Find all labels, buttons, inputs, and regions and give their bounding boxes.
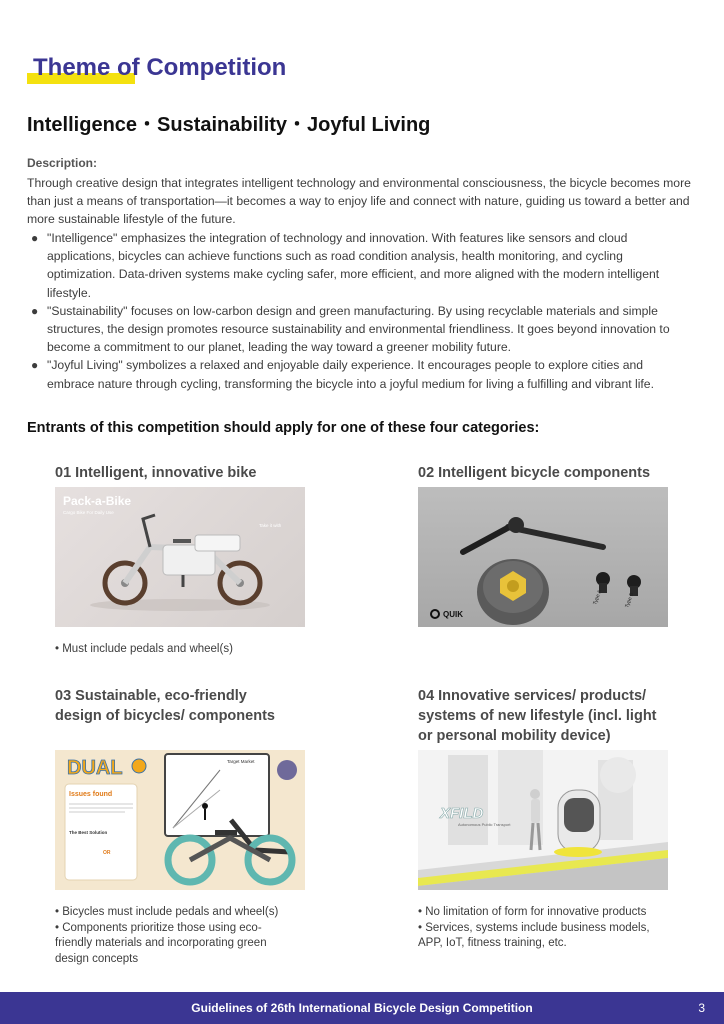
page-footer — [0, 992, 724, 1024]
quik-logo-icon — [431, 610, 439, 618]
category-note-line: • Services, systems include business models, — [418, 921, 650, 934]
mobility-scene-illustration — [418, 750, 668, 890]
bullet-dot-icon: ● — [31, 358, 39, 373]
image-bike-tagline: Cargo Bike For Daily Use — [63, 510, 114, 515]
description-label: Description: — [27, 156, 98, 170]
bullet-text: "Sustainability" focuses on low-carbon design and green manufacturing. By using recyclable materials and simple structures, the design promotes resource sustainability and environmental friendliness. It goes beyond innovation to become a commitment to our planet, leading the way toward a greener mobility future. — [47, 303, 670, 355]
category-03-image — [55, 750, 305, 890]
category-title-line: systems of new lifestyle (incl. light — [418, 708, 657, 724]
theme-bullet-list — [27, 229, 692, 393]
category-note-line: • Must include pedals and wheel(s) — [55, 643, 233, 655]
category-01-image — [55, 487, 305, 627]
eco-bike-poster-illustration — [55, 750, 305, 890]
image-solution-heading: The Best Solution — [69, 830, 108, 835]
image-bike-name: Pack-a-Bike — [63, 494, 132, 508]
category-02-title — [418, 463, 650, 483]
image-issues-heading: Issues found — [69, 791, 113, 798]
bullet-text: "Joyful Living" symbolizes a relaxed and enjoyable daily experience. It encourages people to explore cities and embrace nature through cycling, transforming the bicycle into a joyful medium for living a fulfilling and vibrant life. — [47, 358, 654, 391]
bullet-text: "Intelligence" emphasizes the integration of technology and innovation. With features like sensors and cloud applications, bicycles can achieve functions such as road condition analysis, health monitoring, and cycling optimization. Data-driven systems make cycling safer, more efficient, and more aligned with the modern intelligent lifestyle. — [47, 231, 660, 300]
page-number: 3 — [698, 1001, 705, 1015]
image-type-a-label: Type A — [592, 589, 604, 606]
footer-title: Guidelines of 26th International Bicycle Design Competition — [191, 1001, 533, 1015]
cargo-bike-illustration — [55, 487, 305, 627]
category-04-notes — [418, 905, 650, 952]
image-bike-label: Take it with — [259, 523, 282, 528]
description-text: Through creative design that integrates intelligent technology and environmental consciousness, the bicycle becomes more than just a means of transportation—it becomes a way to enjoy life and connect with nature, guiding us toward a better and more sustainable lifestyle of the future. — [27, 176, 691, 227]
category-note-line: • Bicycles must include pedals and wheel(s) — [55, 906, 279, 918]
category-title-line: 02 Intelligent bicycle components — [418, 465, 651, 481]
category-note-line: • No limitation of form for innovative products — [418, 906, 647, 918]
category-title-line: 03 Sustainable, eco-friendly — [55, 688, 247, 704]
category-01-notes — [55, 642, 233, 658]
category-04-title — [418, 686, 657, 746]
bullet-sustainability — [27, 302, 692, 357]
image-panel-label: Target Market — [227, 759, 255, 764]
category-title-line: design of bicycles/ components — [55, 708, 275, 724]
category-note-line: • Components prioritize those using eco- — [55, 921, 262, 934]
image-brand-label: QUIK — [443, 610, 463, 619]
theme-subtitle: Intelligence・Sustainability・Joyful Living — [27, 114, 431, 136]
category-note-line: APP, IoT, fitness training, etc. — [418, 937, 567, 949]
bullet-dot-icon: ● — [31, 231, 39, 245]
category-02-image — [418, 487, 668, 627]
category-title-line: or personal mobility device) — [418, 728, 611, 744]
image-or-label: OR — [103, 850, 111, 856]
category-note-line: design concepts — [55, 952, 139, 965]
image-brand-label: XFILD — [440, 805, 484, 822]
entrants-heading: Entrants of this competition should apply for one of these four categories: — [27, 420, 540, 436]
image-brand-tagline: Autonomous Public Transport — [458, 822, 511, 827]
category-title-line: 04 Innovative services/ products/ — [418, 688, 647, 704]
bullet-joyful-living — [27, 356, 692, 392]
image-type-b-label: Type B — [624, 591, 636, 609]
category-04-image — [418, 750, 668, 890]
category-03-title — [55, 686, 275, 726]
image-dual-logo: DUAL — [67, 757, 123, 779]
category-title-line: 01 Intelligent, innovative bike — [55, 465, 257, 481]
category-03-notes — [55, 905, 278, 967]
bike-components-illustration — [418, 487, 668, 627]
category-note-line: friendly materials and incorporating green — [55, 937, 267, 949]
category-01-title — [55, 463, 256, 483]
bullet-dot-icon: ● — [31, 303, 39, 318]
page-title: Theme of Competition — [33, 54, 287, 81]
bullet-intelligence — [27, 229, 692, 302]
